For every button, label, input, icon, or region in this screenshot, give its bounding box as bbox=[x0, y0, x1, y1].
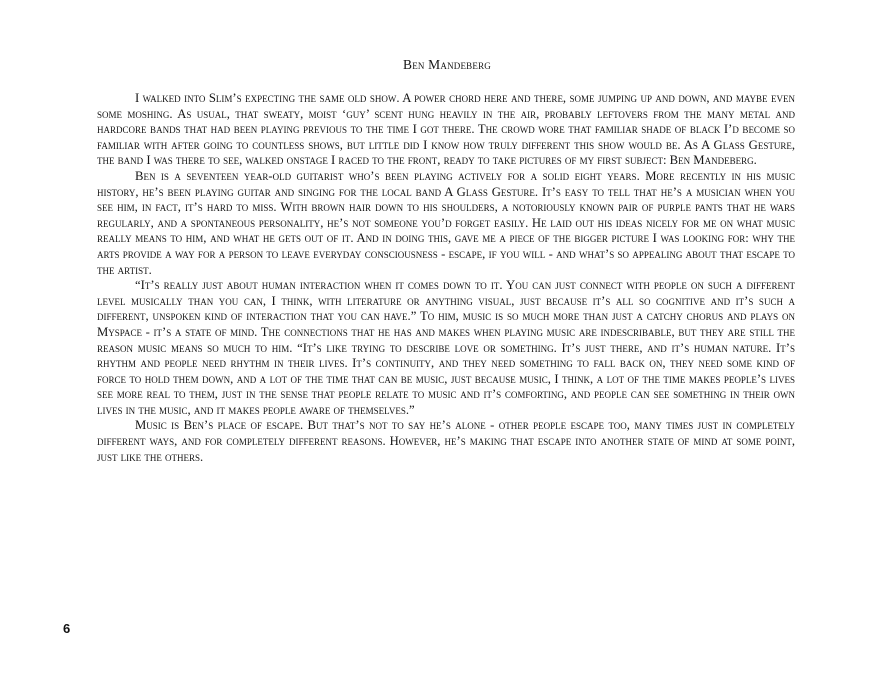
article-title: Ben Mandeberg bbox=[403, 57, 491, 72]
paragraph-1: I walked into Slim’s expecting the same old show. A power chord here and there, some jumping up and down, and maybe even some moshing. As usual, that sweaty, moist ‘guy’ scent hung heavily in the air, probably leftovers from the many metal and hardcore bands that had been playing previous to the time I got there. The crowd wore that familiar shade of black I’d become so familiar with after going to countless shows, but little did I know how truly different this show would be. As A Glass Gesture, the band I was there to see, walked onstage I raced to the front, ready to take pictures of my first subject: Ben Mandeberg. bbox=[97, 91, 795, 168]
paragraph-4: Music is Ben’s place of escape. But that’s not to say he’s alone - other people escape too, many times just in completely different ways, and for completely different reasons. However, he’s making that escape into another state of mind at some point, just like the others. bbox=[97, 418, 795, 464]
paragraph-3: “It’s really just about human interaction when it comes down to it. You can just connect with people on such a different level musically than you can, I think, with literature or anything visual, just because it’s all so cognitive and it’s such a different, unspoken kind of interaction that you can have.” To him, music is so much more than just a catchy chorus and plays on Myspace - it’s a state of mind. The connections that he has and makes when playing music are indescribable, but they are still the reason music means so much to him. “It’s like trying to describe love or something. It’s just there, and it’s human nature. It’s rhythm and people need rhythm in their lives. It’s continuity, and they need something to fall back on, they need some kind of force to hold them down, and a lot of the time that can be music, just because music, I think, a lot of the time makes people’s lives see more real to them, just in the sense that people relate to music and it’s comforting, and people can see something in their own lives in the music, and it makes people aware of themselves.” bbox=[97, 278, 795, 417]
page-number: 6 bbox=[63, 621, 71, 636]
article-body bbox=[97, 91, 795, 465]
paragraph-2: Ben is a seventeen year-old guitarist who’s been playing actively for a solid eight years. More recently in his music history, he’s been playing guitar and singing for the local band A Glass Gesture. It’s easy to tell that he’s a musician when you see him, in fact, it’s hard to miss. With brown hair down to his shoulders, a notoriously known pair of purple pants that he wars regularly, and a spontaneous personality, he’s not someone you’d forget easily. He laid out his ideas nicely for me on what music really means to him, and what he gets out of it. And in doing this, gave me a piece of the bigger picture I was looking for: why the arts provide a way for a person to leave everyday consciousness - escape, if you will - and what’s so appealing about that escape to the artist. bbox=[97, 168, 795, 277]
